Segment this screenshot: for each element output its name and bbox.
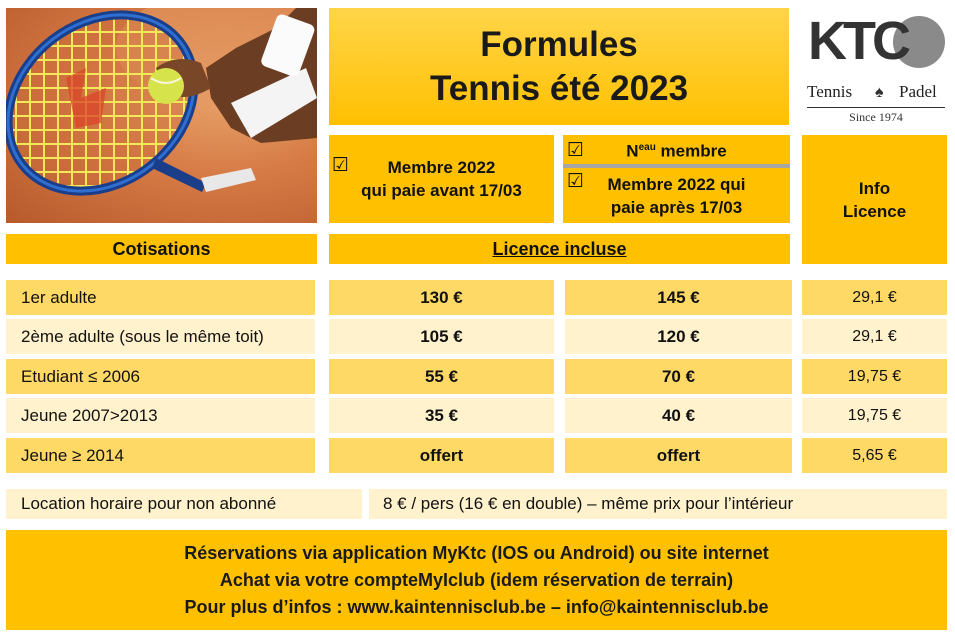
logo-tennis: Tennis xyxy=(807,82,853,101)
tennis-photo xyxy=(6,8,317,223)
table-cell-early: 130 € xyxy=(329,280,554,315)
checkbox-checked-icon: ☑ xyxy=(567,171,585,192)
page-title xyxy=(329,8,789,125)
table-cell-early: offert xyxy=(329,438,554,473)
logo-padel: Padel xyxy=(899,82,937,101)
header-info-line1: Info xyxy=(858,178,891,198)
rental-value: 8 € / pers (16 € en double) – même prix pour l’intérieur xyxy=(369,489,947,519)
table-cell-early: 55 € xyxy=(329,359,554,394)
header-new-member-n: N xyxy=(626,141,639,161)
logo-divider xyxy=(807,107,945,108)
header-member-2022-late xyxy=(563,168,790,223)
header-new-member-text xyxy=(626,136,726,163)
title-line1: Formules xyxy=(480,24,638,64)
table-cell-early: 35 € xyxy=(329,398,554,433)
checkbox-checked-icon: ☑ xyxy=(332,155,350,176)
table-row-label: Jeune ≥ 2014 xyxy=(6,438,315,473)
table-cell-late: 40 € xyxy=(565,398,792,433)
header-new-member xyxy=(563,135,790,164)
table-cell-late: 120 € xyxy=(565,319,792,354)
footer-info xyxy=(6,530,947,630)
header-member-2022-late-line2: paie après 17/03 xyxy=(610,197,743,217)
checkbox-checked-icon: ☑ xyxy=(567,140,585,161)
header-info-licence xyxy=(802,135,947,264)
header-member-2022-late-line1: Membre 2022 qui xyxy=(607,174,746,194)
table-row-label: 2ème adulte (sous le même toit) xyxy=(6,319,315,354)
table-cell-licence: 29,1 € xyxy=(802,280,947,315)
header-member-2022-early xyxy=(329,135,554,223)
table-cell-late: 145 € xyxy=(565,280,792,315)
header-licence-incluse: Licence incluse xyxy=(329,234,790,264)
header-member-2022-line1: Membre 2022 xyxy=(387,158,496,177)
racket-icon: ♠ xyxy=(875,84,884,101)
footer-line3: Pour plus d’infos : www.kaintennisclub.be – info@kaintennisclub.be xyxy=(184,596,769,617)
table-cell-licence: 19,75 € xyxy=(802,359,947,394)
tennis-racket-illustration xyxy=(6,8,317,223)
table-row-label: Jeune 2007>2013 xyxy=(6,398,315,433)
table-cell-late: 70 € xyxy=(565,359,792,394)
table-row-label: Etudiant ≤ 2006 xyxy=(6,359,315,394)
table-cell-licence: 29,1 € xyxy=(802,319,947,354)
rental-label: Location horaire pour non abonné xyxy=(6,489,362,519)
table-cell-early: 105 € xyxy=(329,319,554,354)
logo-brand: KTC xyxy=(808,11,907,71)
title-line2: Tennis été 2023 xyxy=(429,68,689,108)
table-cell-licence: 19,75 € xyxy=(802,398,947,433)
table-cell-licence: 5,65 € xyxy=(802,438,947,473)
logo-since: Since 1974 xyxy=(849,110,903,124)
header-member-2022-line2: qui paie avant 17/03 xyxy=(361,181,522,200)
table-cell-late: offert xyxy=(565,438,792,473)
header-new-member-sup: eau xyxy=(638,142,656,154)
header-new-member-rest: membre xyxy=(655,141,727,161)
footer-line1: Réservations via application MyKtc (IOS ou Android) ou site internet xyxy=(184,542,769,563)
footer-line2: Achat via votre compteMyIclub (idem réservation de terrain) xyxy=(219,569,734,590)
header-info-line2: Licence xyxy=(842,201,907,221)
header-cotisations: Cotisations xyxy=(6,234,317,264)
ktc-logo xyxy=(805,8,947,125)
table-row-label: 1er adulte xyxy=(6,280,315,315)
